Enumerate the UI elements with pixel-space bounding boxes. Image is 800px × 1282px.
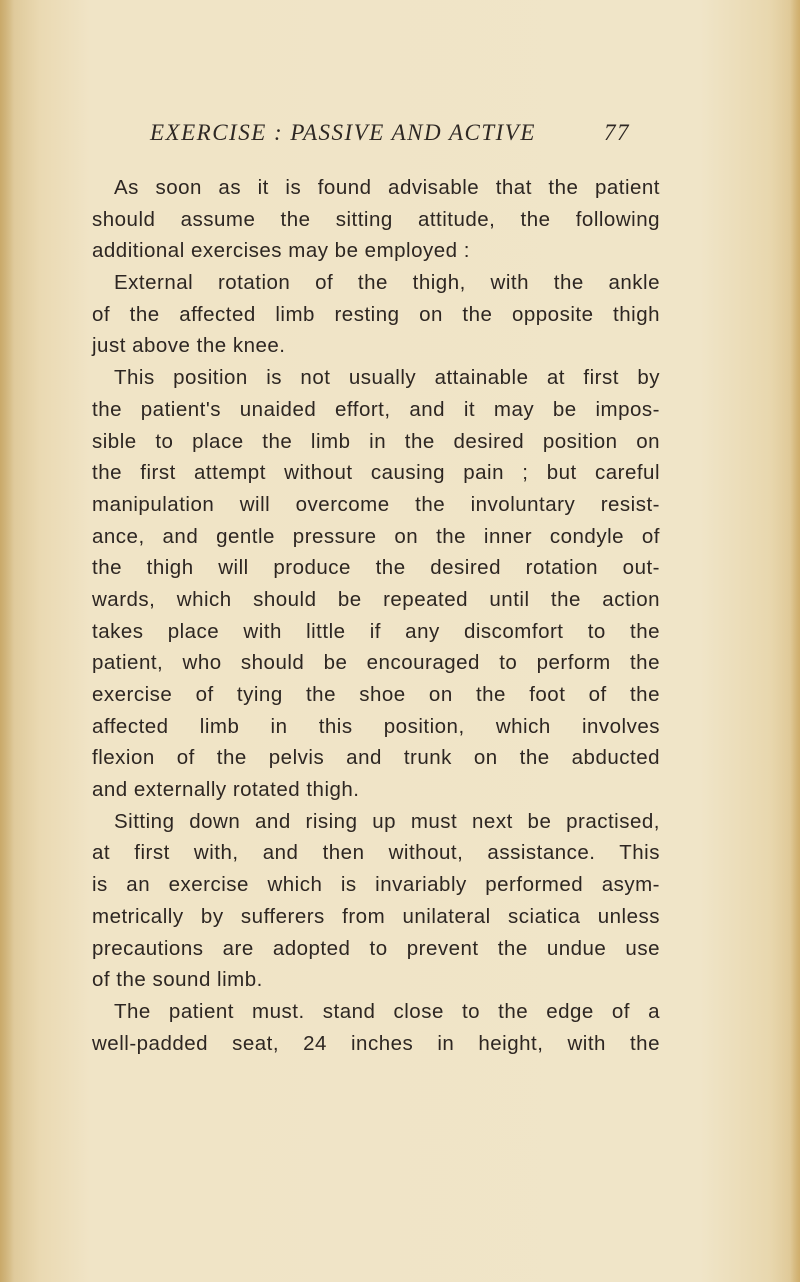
text-line: sible to place the limb in the desired position on: [92, 429, 660, 453]
text-line: the thigh will produce the desired rotation out-: [92, 556, 660, 580]
text-line: ance, and gentle pressure on the inner condyle of: [92, 524, 660, 548]
text-line: of the sound limb.: [92, 968, 263, 992]
running-header: [150, 120, 630, 154]
running-title: EXERCISE : PASSIVE AND ACTIVE: [150, 120, 536, 145]
body-text: [92, 172, 660, 1059]
page-edge-left: [0, 0, 14, 1282]
text-line: precautions are adopted to prevent the undue use: [92, 936, 660, 960]
text-line: patient, who should be encouraged to perform the: [92, 651, 660, 675]
text-line: takes place with little if any discomfort to the: [92, 619, 660, 643]
text-line: External rotation of the thigh, with the ankle: [114, 271, 660, 295]
text-line: metrically by sufferers from unilateral sciatica unless: [92, 904, 660, 928]
text-line: of the affected limb resting on the opposite thigh: [92, 302, 660, 326]
text-line: affected limb in this position, which involves: [92, 714, 660, 738]
text-line: flexion of the pelvis and trunk on the abducted: [92, 746, 660, 770]
text-line: at first with, and then without, assistance. This: [92, 841, 660, 865]
text-line: This position is not usually attainable at first by: [114, 366, 660, 390]
text-line: and externally rotated thigh.: [92, 778, 360, 802]
text-line: The patient must. stand close to the edge of a: [114, 999, 660, 1023]
text-line: should assume the sitting attitude, the following: [92, 207, 660, 231]
text-line: the first attempt without causing pain ; but careful: [92, 461, 660, 485]
page-edge-right: [790, 0, 800, 1282]
text-line: the patient's unaided effort, and it may be impos-: [92, 397, 660, 421]
text-line: is an exercise which is invariably performed asym-: [92, 873, 660, 897]
text-line: well-padded seat, 24 inches in height, with the: [92, 1031, 660, 1055]
text-line: manipulation will overcome the involuntary resist-: [92, 492, 660, 516]
page-number: 77: [604, 120, 630, 145]
text-line: Sitting down and rising up must next be practised,: [114, 809, 660, 833]
text-line: additional exercises may be employed :: [92, 239, 470, 263]
text-line: As soon as it is found advisable that the patient: [114, 176, 660, 199]
text-line: exercise of tying the shoe on the foot of the: [92, 683, 660, 706]
text-line: wards, which should be repeated until the action: [92, 587, 660, 611]
text-line: just above the knee.: [92, 334, 286, 358]
